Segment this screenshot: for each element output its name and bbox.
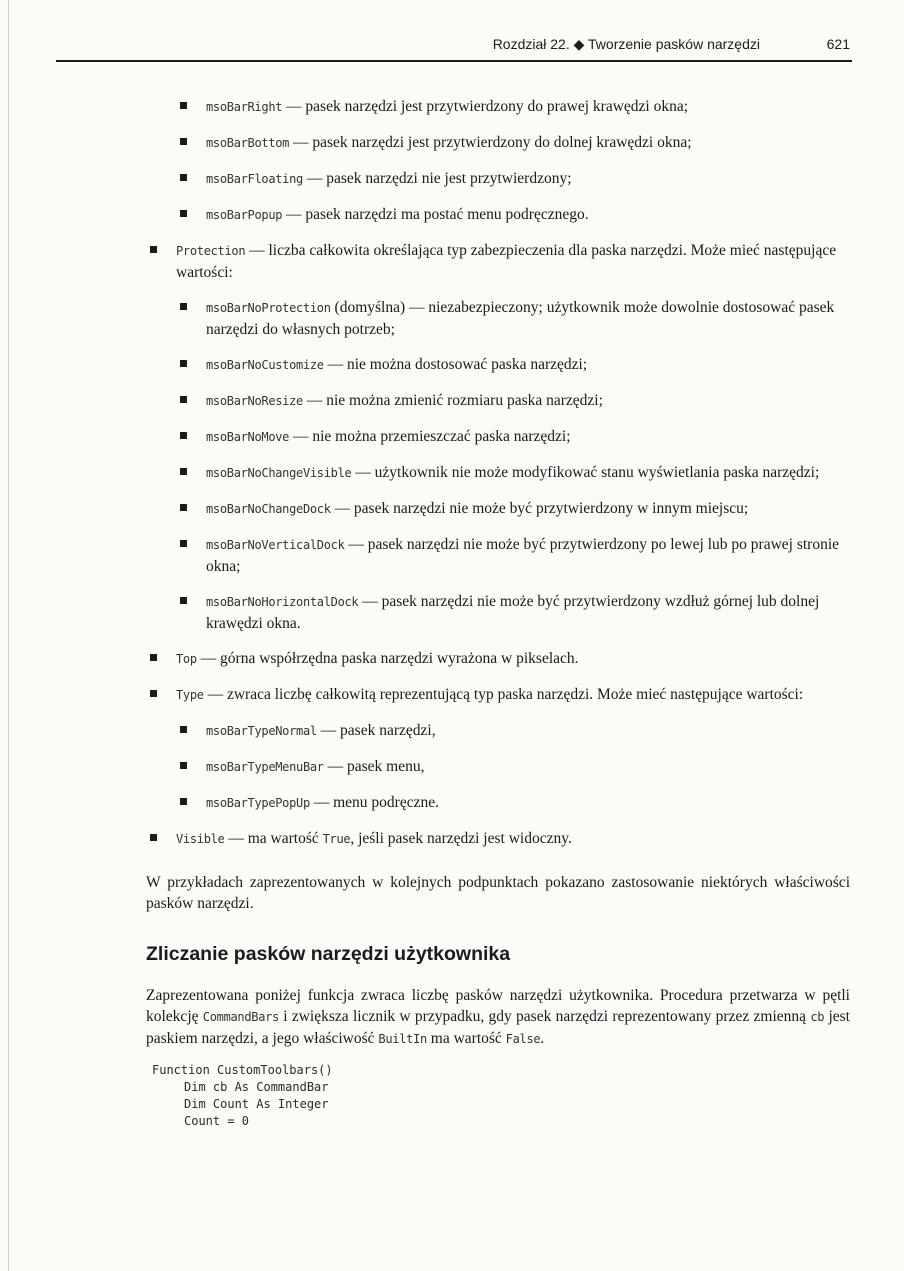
bullet-icon [150,654,157,661]
item-text: — pasek narzędzi nie może być przytwierdzony wzdłuż górnej lub dolnej krawędzi okna. [206,593,820,632]
item-text: — pasek narzędzi, [316,722,436,739]
bullet-icon [180,138,187,145]
page-content [146,96,850,1130]
item-code: msoBarTypeNormal [206,724,317,738]
item-code: msoBarRight [206,100,283,114]
list-item [176,390,850,412]
bullet-icon [180,396,187,403]
item-text: — pasek menu, [323,758,425,775]
bullet-icon [180,762,187,769]
item-code: msoBarTypeMenuBar [206,760,324,774]
list-item [176,96,850,118]
bullet-icon [180,798,187,805]
header-rule [56,60,852,62]
code-line: Count = 0 [184,1114,250,1128]
list-item [176,756,850,778]
page-edge-line [8,0,9,1271]
item-text: — pasek narzędzi ma postać menu podręcznego. [282,206,589,223]
item-code: msoBarNoMove [206,430,290,444]
code-line: Dim cb As CommandBar [184,1080,329,1094]
bullet-icon [180,597,187,604]
item-code: Visible [176,832,225,846]
item-code: Type [176,688,204,702]
bullet-icon [180,360,187,367]
item-text: , jeśli pasek narzędzi jest widoczny. [350,830,572,847]
item-code: msoBarPopup [206,208,283,222]
list-item [176,297,850,340]
list-item [176,534,850,577]
list-item [176,498,850,520]
list-item [176,591,850,634]
chapter-title: Rozdział 22. ◆ Tworzenie pasków narzędzi [492,36,760,52]
item-code: Protection [176,244,246,258]
bullet-icon [180,174,187,181]
list-item [176,204,850,226]
text-span: ma wartość [426,1030,506,1047]
intro-paragraph: W przykładach zaprezentowanych w kolejnych podpunktach pokazano zastosowanie niektórych właściwości pasków narzędzi. [146,874,850,912]
item-code: msoBarNoCustomize [206,358,324,372]
item-text: (domyślna) — niezabezpieczony; użytkownik może dowolnie dostosować pasek narzędzi do własnych potrzeb; [206,299,835,338]
item-text: — pasek narzędzi nie może być przytwierdzony w innym miejscu; [330,500,749,517]
item-code: msoBarBottom [206,136,290,150]
text-span: Zaprezentowana poniżej funkcja zwraca liczbę pasków narzędzi użytkownika. Procedura przetwarza w pętli kolekcję [146,987,850,1025]
code-block [152,1062,850,1130]
bullet-icon [180,432,187,439]
item-code: msoBarFloating [206,172,303,186]
item-code: msoBarNoChangeVisible [206,466,352,480]
list-item [176,426,850,448]
text-span: . [540,1030,545,1047]
code-line: Function CustomToolbars() [152,1063,333,1077]
bullet-icon [150,246,157,253]
item-code: msoBarNoResize [206,394,303,408]
item-text: — pasek narzędzi nie jest przytwierdzony; [302,170,572,187]
bullet-icon [180,540,187,547]
bullet-icon [150,690,157,697]
list-item [176,720,850,742]
inline-code: CommandBars [202,1010,279,1024]
page-header [56,30,852,62]
bullet-icon [180,102,187,109]
section-title: Zliczanie pasków narzędzi użytkownika [146,943,511,965]
list-item [146,684,850,706]
body-paragraph [146,985,850,1050]
item-text: — menu podręczne. [309,794,439,811]
list-item [176,462,850,484]
item-code: True [322,832,351,846]
list-item [176,792,850,814]
bullet-icon [180,726,187,733]
item-text: — liczba całkowita określająca typ zabezpieczenia dla paska narzędzi. Może mieć następujące wartości: [176,242,837,281]
text-span: jest paskiem narzędzi, a jego właściwość [146,1008,850,1047]
list-item [176,132,850,154]
bullet-icon [180,303,187,310]
item-code: msoBarNoHorizontalDock [206,595,359,609]
bullet-icon [180,468,187,475]
item-code: Top [176,652,197,666]
item-text: — pasek narzędzi jest przytwierdzony do dolnej krawędzi okna; [289,134,692,151]
item-code: msoBarNoVerticalDock [206,538,345,552]
text-span: i zwiększa licznik w przypadku, gdy pasek narzędzi reprezentowany przez zmienną [278,1008,811,1025]
inline-code: BuiltIn [378,1032,427,1046]
list-item [176,168,850,190]
page-number: 621 [826,36,850,52]
list-item [146,648,850,670]
bullet-icon [180,210,187,217]
list-item [176,354,850,376]
item-text: — pasek narzędzi nie może być przytwierdzony po lewej lub po prawej stronie okna; [206,536,840,575]
item-text: — górna współrzędna paska narzędzi wyrażona w pikselach. [196,650,579,667]
item-code: msoBarTypePopUp [206,796,310,810]
list-item [146,240,850,283]
item-text: — użytkownik nie może modyfikować stanu wyświetlania paska narzędzi; [351,464,820,481]
item-text: — nie można przemieszczać paska narzędzi; [289,428,571,445]
bullet-icon [180,504,187,511]
item-text: — pasek narzędzi jest przytwierdzony do prawej krawędzi okna; [282,98,689,115]
code-line: Dim Count As Integer [184,1097,329,1111]
item-code: msoBarNoProtection [206,301,331,315]
item-text: — ma wartość [224,830,323,847]
item-text: — nie można zmienić rozmiaru paska narzędzi; [302,392,603,409]
item-text: — zwraca liczbę całkowitą reprezentującą typ paska narzędzi. Może mieć następujące wartości: [203,686,804,703]
inline-code: cb [810,1010,825,1024]
bullet-icon [150,834,157,841]
item-code: msoBarNoChangeDock [206,502,331,516]
list-item-visible [146,828,850,850]
property-list [146,96,850,814]
item-text: — nie można dostosować paska narzędzi; [323,356,588,373]
inline-code: False [505,1032,541,1046]
